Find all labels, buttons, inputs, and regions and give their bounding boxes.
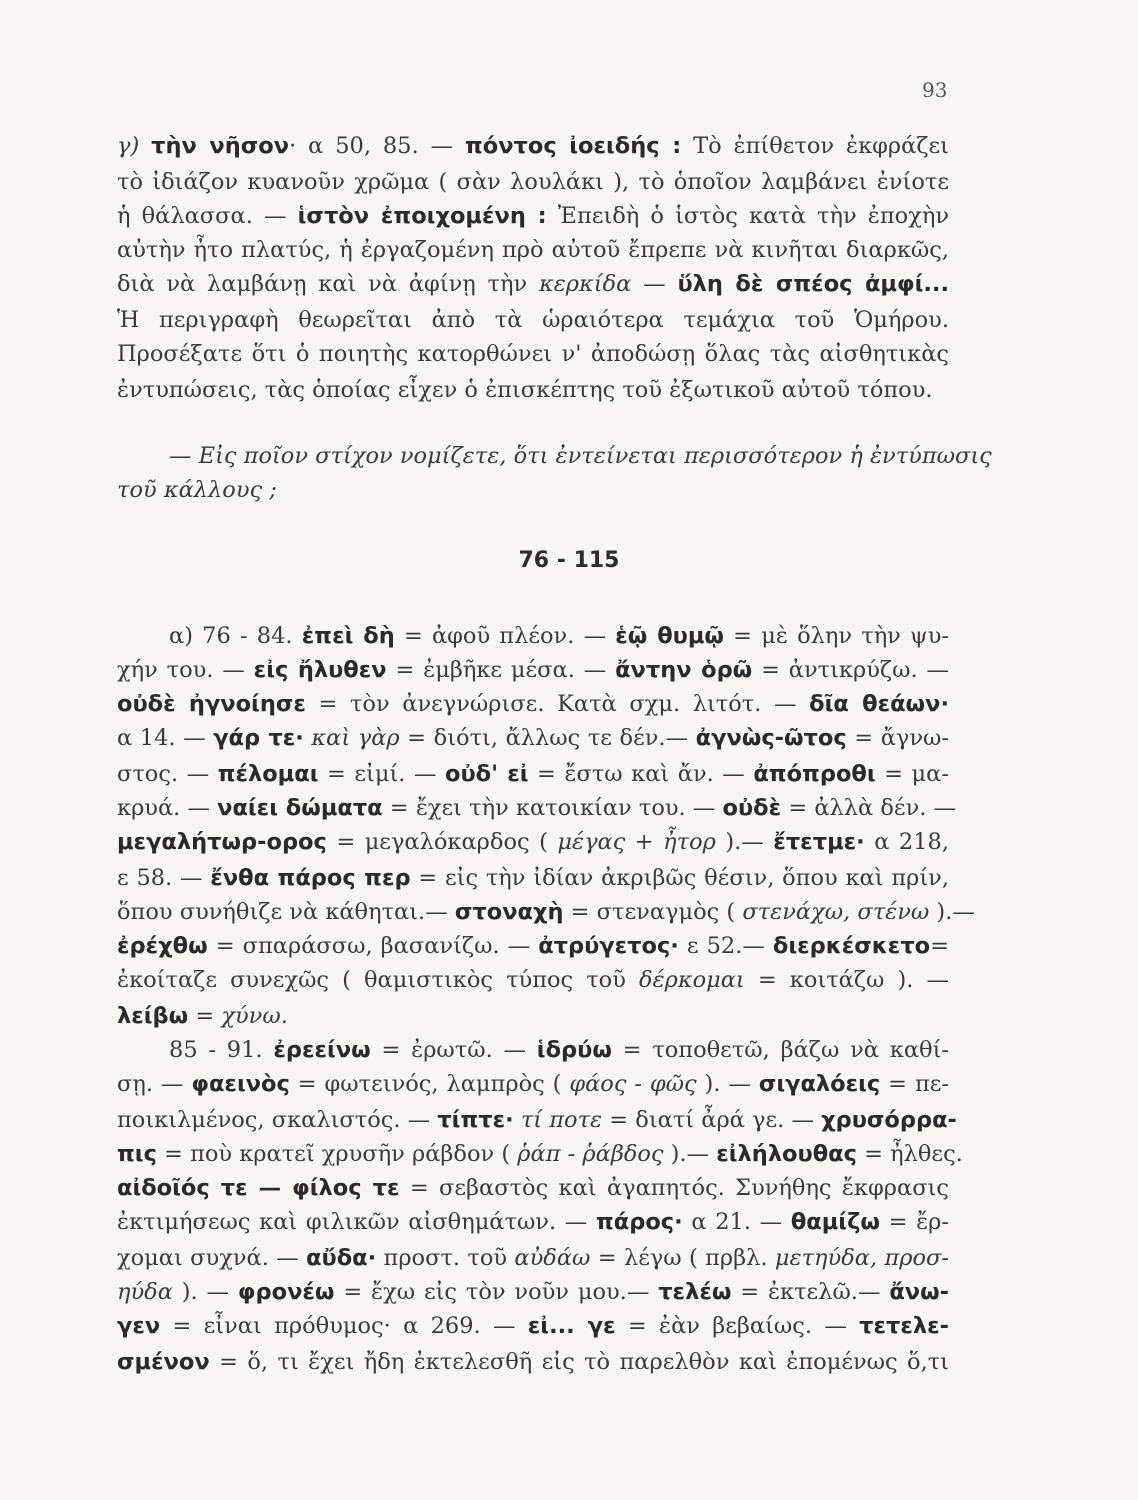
text-segment: = ἀντικρύζω. — [752, 657, 949, 683]
text-segment: α 21. — [682, 1209, 791, 1235]
text-segment: = πε- [880, 1071, 950, 1097]
headword: ἱδρύω [536, 1037, 612, 1063]
italic-text: δέρκομαι [638, 967, 745, 993]
text-segment: = εἰμί. — [318, 761, 445, 787]
text-line [117, 654, 949, 686]
text-segment: = ἔχω εἰς τὸν νοῦν μου.— [334, 1279, 659, 1305]
text-line [117, 268, 949, 300]
text-line [117, 758, 949, 790]
headword: μεγαλήτωρ-ορος [117, 829, 327, 855]
text-segment: = ἦλθες. [856, 1141, 963, 1167]
text-segment: α) 76 - 84. [169, 623, 302, 649]
text-segment: χήν του. — [117, 657, 254, 683]
text-segment: = ἐμβῆκε μέσα. — [386, 657, 616, 683]
text-line [117, 1206, 949, 1238]
text-segment: = [930, 933, 949, 959]
italic-text: φάος - φῶς [569, 1071, 697, 1097]
text-segment: α 14. — [117, 725, 214, 751]
text-segment: σῃ. — [117, 1071, 192, 1097]
headword: στοναχὴ [454, 899, 564, 925]
text-segment: = [188, 1003, 222, 1029]
text-segment: = ἀφοῦ πλέον. — [394, 623, 616, 649]
text-segment: = σπαράσσω, βασανίζω. — [207, 933, 539, 959]
text-line [117, 304, 949, 336]
headword: τετελε- [859, 1313, 949, 1339]
text-line [117, 964, 949, 996]
headword: τελέω [658, 1279, 732, 1305]
text-segment: = τὸν ἀνεγνώρισε. Κατὰ σχμ. λιτότ. — [305, 691, 810, 717]
text-line [117, 1138, 963, 1170]
text-segment: = ἔστω καὶ ἄν. — [528, 761, 754, 787]
text-segment: = ἔχει τὴν κατοικίαν του. — [382, 795, 723, 821]
text-segment: ὅπου συνήθιζε νὰ κάθηται.— [117, 899, 455, 925]
text-segment: = στεναγμὸς ( [563, 899, 743, 925]
text-segment: = διατί ἆρά γε. — [602, 1107, 822, 1133]
text-segment: = ἀλλὰ δέν. — [781, 795, 957, 821]
italic-text: χύνω. [221, 1003, 288, 1029]
headword: ἀπόπροθι [753, 761, 876, 787]
headword: λείβω [117, 1003, 189, 1029]
text-segment: Ἐπειδὴ ὁ ἱστὸς κατὰ τὴν ἐποχὴν [546, 203, 949, 229]
question-line [117, 440, 992, 472]
headword: εἰλήλουθας [716, 1141, 857, 1167]
headword: αὔδα· [306, 1245, 377, 1271]
headword: ἔνθα πάρος περ [210, 865, 411, 891]
text-segment: Τὸ ἐπίθετον ἐκφράζει [681, 133, 949, 159]
italic-text: ῥάπ - ῥάβδος [517, 1141, 664, 1167]
text-segment: ἐκτιμήσεως καὶ φιλικῶν αἰσθημάτων. — [117, 1209, 596, 1235]
text-segment: = ἄγνω- [846, 725, 950, 751]
headword: ἐρεείνω [273, 1037, 371, 1063]
text-line [117, 234, 949, 266]
text-line [117, 688, 949, 720]
text-line [117, 930, 949, 962]
headword: ἄνω- [889, 1279, 950, 1305]
headword: αἰδοῖός τε — φίλος τε [117, 1175, 400, 1201]
text-segment: = λέγω ( πρβλ. [590, 1245, 775, 1271]
text-line [117, 1068, 949, 1100]
headword: χρυσόρρα- [821, 1107, 957, 1133]
italic-text: καὶ γὰρ [311, 725, 400, 751]
text-line [117, 1000, 949, 1032]
headword: πις [117, 1141, 157, 1167]
text-segment: = εἶναι πρόθυμος· α 269. — [160, 1313, 528, 1339]
text-segment: ἡ θάλασσα. — [117, 203, 298, 229]
text-line [117, 1104, 957, 1136]
text-segment: = ποὺ κρατεῖ χρυσῆν ράβδον ( [156, 1141, 518, 1167]
text-segment: = εἰς τὴν ἰδίαν ἀκριβῶς θέσιν, ὅπου καὶ πρίν, [410, 865, 949, 891]
text-segment: = ἐὰν βεβαίως. — [615, 1313, 860, 1339]
headword: εἰς ἤλυθεν [253, 657, 387, 683]
italic-text: — Εἰς ποῖον στίχον νομίζετε, ὅτι ἐντείνεται περισσότερον ἡ ἐντύπωσις [169, 443, 992, 469]
headword: οὐδ' εἰ [445, 761, 529, 787]
text-line [117, 1242, 949, 1274]
text-segment: ).— [715, 829, 774, 855]
text-line [117, 1034, 949, 1066]
text-segment: = φωτεινός, λαμπρὸς ( [289, 1071, 570, 1097]
section-heading: 76 - 115 [518, 548, 620, 573]
headword: γεν [117, 1313, 161, 1339]
text-segment: = σεβαστὸς καὶ ἀγαπητός. Συνήθης ἔκφρασις [399, 1175, 949, 1201]
headword: πάρος· [595, 1209, 683, 1235]
headword: ἐπεὶ δὴ [301, 623, 395, 649]
text-line [117, 826, 949, 858]
text-segment [514, 1107, 521, 1133]
text-line [117, 896, 975, 928]
headword: εἰ... γε [527, 1313, 616, 1339]
text-line [117, 1172, 949, 1204]
italic-text: μετηύδα, προσ- [774, 1245, 949, 1271]
text-segment: α 218, [864, 829, 949, 855]
headword: ἄντην ὁρῶ [615, 657, 753, 683]
text-segment: ε 52.— [678, 933, 773, 959]
italic-text: ηύδα [117, 1279, 173, 1305]
headword: ὕλη δὲ σπέος ἀμφί... [677, 271, 949, 297]
text-segment: ἐκοίταζε συνεχῶς ( θαμιστικὸς τύπος τοῦ [117, 967, 639, 993]
text-segment: — [631, 271, 678, 297]
headword: ἀγνὼς-ῶτος [695, 725, 847, 751]
headword: τὴν νῆσον [151, 133, 290, 159]
headword: οὐδὲ ἠγνοίησε [117, 691, 306, 717]
headword: γάρ τε· [213, 725, 304, 751]
headword: πόντος ἰοειδής : [464, 133, 682, 159]
text-segment: ποικιλμένος, σκαλιστός. — [117, 1107, 438, 1133]
text-segment: Ἡ περιγραφὴ θεωρεῖται ἀπὸ τὰ ὡραιότερα τεμάχια τοῦ Ὁμήρου. [117, 307, 949, 333]
text-segment: διὰ νὰ λαμβάνῃ καὶ νὰ ἀφίνῃ τὴν [117, 271, 539, 297]
text-line [117, 792, 957, 824]
headword: διερκέσκετο [772, 933, 931, 959]
text-line [117, 620, 949, 652]
headword: φρονέω [237, 1279, 335, 1305]
headword: ἀτρύγετος· [538, 933, 679, 959]
headword: δῖα θεάων· [809, 691, 949, 717]
text-line [117, 166, 949, 198]
text-segment: ἐντυπώσεις, τὰς ὁποίας εἶχεν ὁ ἐπισκέπτης τοῦ ἐξωτικοῦ αὐτοῦ τόπου. [117, 377, 933, 403]
text-segment: = τοποθετῶ, βάζω νὰ καθί- [611, 1037, 949, 1063]
text-segment: 85 - 91. [169, 1037, 274, 1063]
text-segment: = ἔρ- [879, 1209, 950, 1235]
question-line [117, 474, 949, 506]
text-line [117, 862, 949, 894]
italic-text: κερκίδα [538, 271, 632, 297]
text-segment: = κοιτάζω ). — [744, 967, 949, 993]
text-line [117, 200, 949, 232]
text-segment: = μεγαλόκαρδος ( [326, 829, 558, 855]
text-segment: κρυά. — [117, 795, 218, 821]
text-segment: ).— [929, 899, 975, 925]
italic-text: στενάχω, στένω [742, 899, 930, 925]
headword: ἐρέχθω [117, 933, 208, 959]
headword: σμένον [117, 1349, 210, 1375]
headword: ἑῷ θυμῷ [615, 623, 724, 649]
text-line [117, 1276, 949, 1308]
text-segment: ).— [663, 1141, 717, 1167]
italic-text: γ) [117, 133, 152, 159]
headword: οὐδὲ [722, 795, 782, 821]
text-line [117, 130, 949, 162]
text-segment: = μα- [875, 761, 949, 787]
text-segment: στος. — [117, 761, 218, 787]
text-segment: Προσέξατε ὅτι ὁ ποιητὴς κατορθώνει ν' ἀποδώσῃ ὅλας τὰς αἰσθητικὰς [117, 341, 949, 367]
text-line [117, 1310, 949, 1342]
headword: ναίει δώματα [217, 795, 383, 821]
headword: ἱστὸν ἐποιχομένη : [297, 203, 547, 229]
text-segment: ). — [696, 1071, 759, 1097]
text-segment: = ὅ, τι ἔχει ἤδη ἐκτελεσθῆ εἰς τὸ παρελθὸν καὶ ἐπομένως ὅ,τι [209, 1349, 949, 1375]
text-segment: τὸ ἰδιάζον κυανοῦν χρῶμα ( σὰν λουλάκι ), τὸ ὁποῖον λαμβάνει ἐνίοτε [117, 169, 949, 195]
text-segment: = μὲ ὅλην τὴν ψυ- [723, 623, 949, 649]
headword: σιγαλόεις [758, 1071, 881, 1097]
text-segment: προστ. τοῦ [376, 1245, 515, 1271]
text-line [117, 1346, 949, 1378]
text-line [117, 374, 949, 406]
italic-text: αὐδάω [514, 1245, 591, 1271]
headword: θαμίζω [790, 1209, 880, 1235]
text-line [117, 722, 949, 754]
headword: πέλομαι [217, 761, 319, 787]
italic-text: μέγας + ἦτορ [557, 829, 716, 855]
page-number: 93 [922, 78, 948, 102]
headword: τίπτε· [437, 1107, 514, 1133]
text-segment: = ἐκτελῶ.— [731, 1279, 890, 1305]
text-segment: χομαι συχνά. — [117, 1245, 307, 1271]
headword: φαεινὸς [191, 1071, 290, 1097]
italic-text: τοῦ κάλλους ; [117, 477, 277, 503]
text-line [117, 338, 949, 370]
text-segment: ε 58. — [117, 865, 211, 891]
text-segment: αὐτὴν ἦτο πλατύς, ἡ ἐργαζομένη πρὸ αὐτοῦ ἔπρεπε νὰ κινῆται διαρκῶς, [117, 237, 949, 263]
headword: ἔτετμε· [773, 829, 865, 855]
italic-text: τί ποτε [520, 1107, 603, 1133]
text-segment: = ἐρωτῶ. — [370, 1037, 537, 1063]
text-segment: · α 50, 85. — [289, 133, 465, 159]
text-segment: ). — [172, 1279, 238, 1305]
text-segment: = διότι, ἄλλως τε δέν.— [399, 725, 696, 751]
